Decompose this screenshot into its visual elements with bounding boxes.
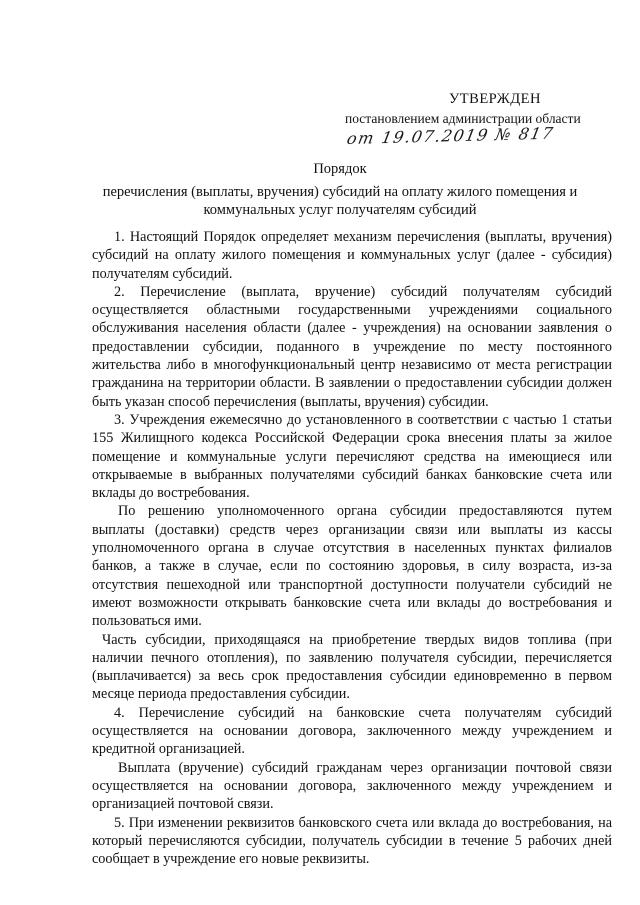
document-title	[60, 160, 620, 219]
title-line-2: перечисления (выплаты, вручения) субсидий на оплату жилого помещения и коммунальных услуг получателям субсидий	[102, 184, 578, 218]
paragraph-1: 1. Настоящий Порядок определяет механизм перечисления (выплаты, вручения) субсидий на оплату жилого помещения и коммунальных услуг (далее - субсидия) получателям субсидий.	[92, 229, 612, 282]
paragraph-4: 4. Перечисление субсидий на банковские счета получателям субсидий осуществляется на основании договора, заключенного между учреждением и кредитной организацией.	[92, 704, 612, 758]
paragraph-2: 2. Перечисление (выплата, вручение) субсидий получателям субсидий осуществляется областными государственными учреждениями социального обслуживания населения области (далее - учреждения) на основании заявления о предоставлении субсидии, поданного в учреждение по месту постоянного жительства либо в многофункциональный центр независимо от места регистрации гражданина на территории области. В заявлении о предоставлении субсидии должен быть указан способ перечисления (выплаты, вручения) субсидии.	[92, 283, 612, 410]
paragraph-3-part-2: По решению уполномоченного органа субсидии предоставляются путем выплаты (доставки) средств через организации связи или выплаты из кассы уполномоченного органа в случае отсутствия в населенных пунктах филиалов банков, а также в случае, если по состоянию здоровья, в силу возраста, из-за отсутствия пешеходной или транспортной доступности получатели субсидий не имеют возможности открывать банковские счета или вклады до востребования и пользоваться ими.	[92, 503, 612, 630]
approval-stamp	[345, 90, 625, 148]
title-line-1: Порядок	[313, 161, 367, 177]
paragraph-4-part-2: Выплата (вручение) субсидий гражданам через организации почтовой связи осуществляется на основании договора, заключенного между учреждением и организацией почтовой связи.	[92, 759, 612, 813]
paragraph-3: 3. Учреждения ежемесячно до установленного в соответствии с частью 1 статьи 155 Жилищного кодекса Российской Федерации срока внесения платы за жилое помещение и коммунальные услуги перечисляют средства на имеющиеся или открываемые в выбранных получателями субсидий банках банковские счета или вклады до востребования.	[92, 411, 612, 502]
approved-heading: УТВЕРЖДЕН	[449, 91, 541, 107]
paragraph-5: 5. При изменении реквизитов банковского счета или вклада до востребования, на который перечисляются субсидии, получатель субсидии в течение 5 рабочих дней сообщает в учреждение его новые реквизиты.	[92, 814, 612, 868]
handwritten-date-number: от 19.07.2019 № 817	[345, 123, 556, 148]
document-body	[92, 228, 612, 868]
approved-by-line: постановлением администрации области	[345, 111, 581, 126]
paragraph-3-part-3: Часть субсидии, приходящаяся на приобретение твердых видов топлива (при наличии печного отопления), по заявлению получателя субсидии, перечисляется (выплачивается) за весь срок предоставления субсидии единовременно в первом месяце периода предоставления субсидии.	[92, 631, 612, 703]
